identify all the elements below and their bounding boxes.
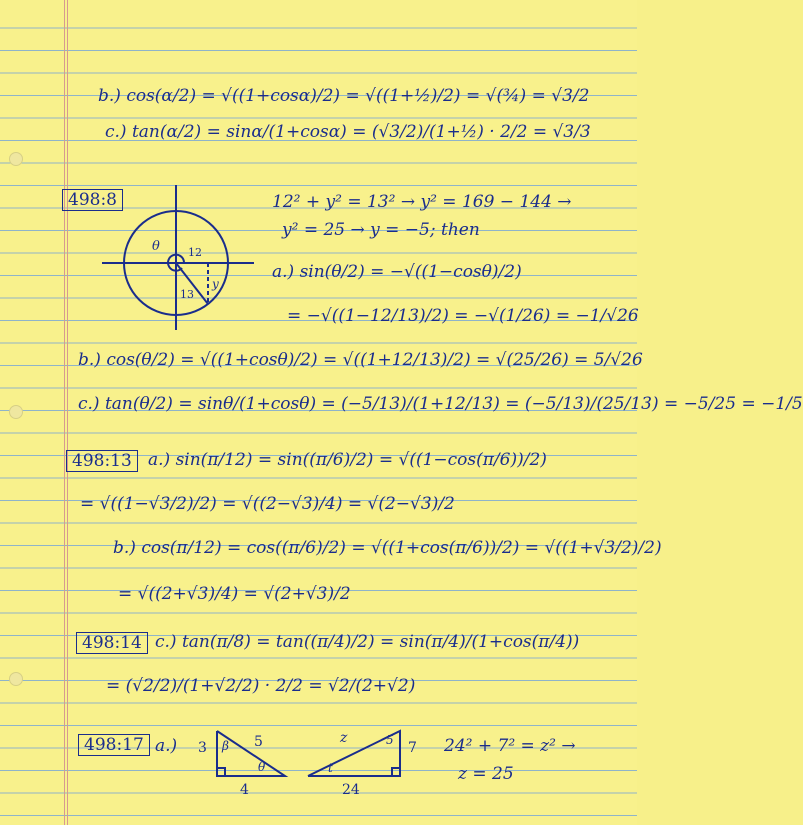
tri2-top-5: 5 [386, 733, 394, 747]
label-theta: θ [152, 239, 160, 254]
line-pythagoras-24-7: 24² + 7² = z² → [444, 736, 576, 756]
line-sin-result: = −√((1−12/13)/2) = −√(1/26) = −1/√26 [287, 306, 639, 326]
problem-box-498-14: 498:14 [76, 632, 148, 654]
tri2-side-7: 7 [408, 740, 417, 756]
tri1-theta: θ [258, 760, 266, 774]
label-y: y [212, 277, 219, 291]
tri1-hyp-5: 5 [254, 734, 263, 750]
tri2-hyp-z: z [340, 730, 348, 746]
line-y-value: y² = 25 → y = −5; then [282, 220, 480, 240]
label-13: 13 [180, 288, 194, 301]
line-b-cos-pi12: b.) cos(π/12) = cos((π/6)/2) = √((1+cos(π/6))/2) = √((1+√3/2)/2) [113, 538, 662, 558]
line-pythagoras: 12² + y² = 13² → y² = 169 − 144 → [272, 192, 572, 212]
line-z-value: z = 25 [458, 764, 514, 784]
line-b-cos-theta: b.) cos(θ/2) = √((1+cosθ)/2) = √((1+12/13)/2) = √(25/26) = 5/√26 [78, 350, 643, 370]
tri1-beta: β [222, 739, 229, 753]
line-a-sin-theta: a.) sin(θ/2) = −√((1−cosθ)/2) [272, 262, 522, 282]
right-angle-mark [217, 768, 225, 776]
tri2-side-24: 24 [342, 782, 360, 798]
unit-circle-diagram [102, 185, 254, 330]
line-tan-pi8-result: = (√2/2)/(1+√2/2) · 2/2 = √2/(2+√2) [106, 676, 416, 696]
line-c-tan-alpha: c.) tan(α/2) = sinα/(1+cosα) = (√3/2)/(1+½) · 2/2 = √3/3 [105, 122, 591, 142]
line-a-sin-pi12: a.) sin(π/12) = sin((π/6)/2) = √((1−cos(π/6))/2) [148, 450, 547, 470]
line-b-cos-alpha: b.) cos(α/2) = √((1+cosα)/2) = √((1+½)/2) = √(¾) = √3/2 [98, 86, 590, 106]
tri2-angle-t: t [328, 761, 333, 775]
problem-box-498-8: 498:8 [62, 189, 123, 211]
line-c-tan-pi8: c.) tan(π/8) = tan((π/4)/2) = sin(π/4)/(1+cos(π/4)) [155, 632, 580, 652]
triangle-3-4-5 [217, 731, 285, 776]
line-sin-pi12-result: = √((1−√3/2)/2) = √((2−√3)/4) = √(2−√3)/2 [80, 494, 455, 514]
label-12: 12 [188, 246, 202, 259]
triangle-shape [217, 731, 285, 776]
tri1-side-3: 3 [198, 740, 207, 756]
problem-box-498-13: 498:13 [66, 450, 138, 472]
line-c-tan-theta: c.) tan(θ/2) = sinθ/(1+cosθ) = (−5/13)/(1+12/13) = (−5/13)/(25/13) = −5/25 = −1/5 [78, 394, 803, 414]
line-a-label: a.) [155, 736, 178, 756]
problem-box-498-17: 498:17 [78, 734, 150, 756]
tri1-side-4: 4 [240, 782, 249, 798]
line-cos-pi12-result: = √((2+√3)/4) = √(2+√3)/2 [118, 584, 351, 604]
right-angle-mark [392, 768, 400, 776]
